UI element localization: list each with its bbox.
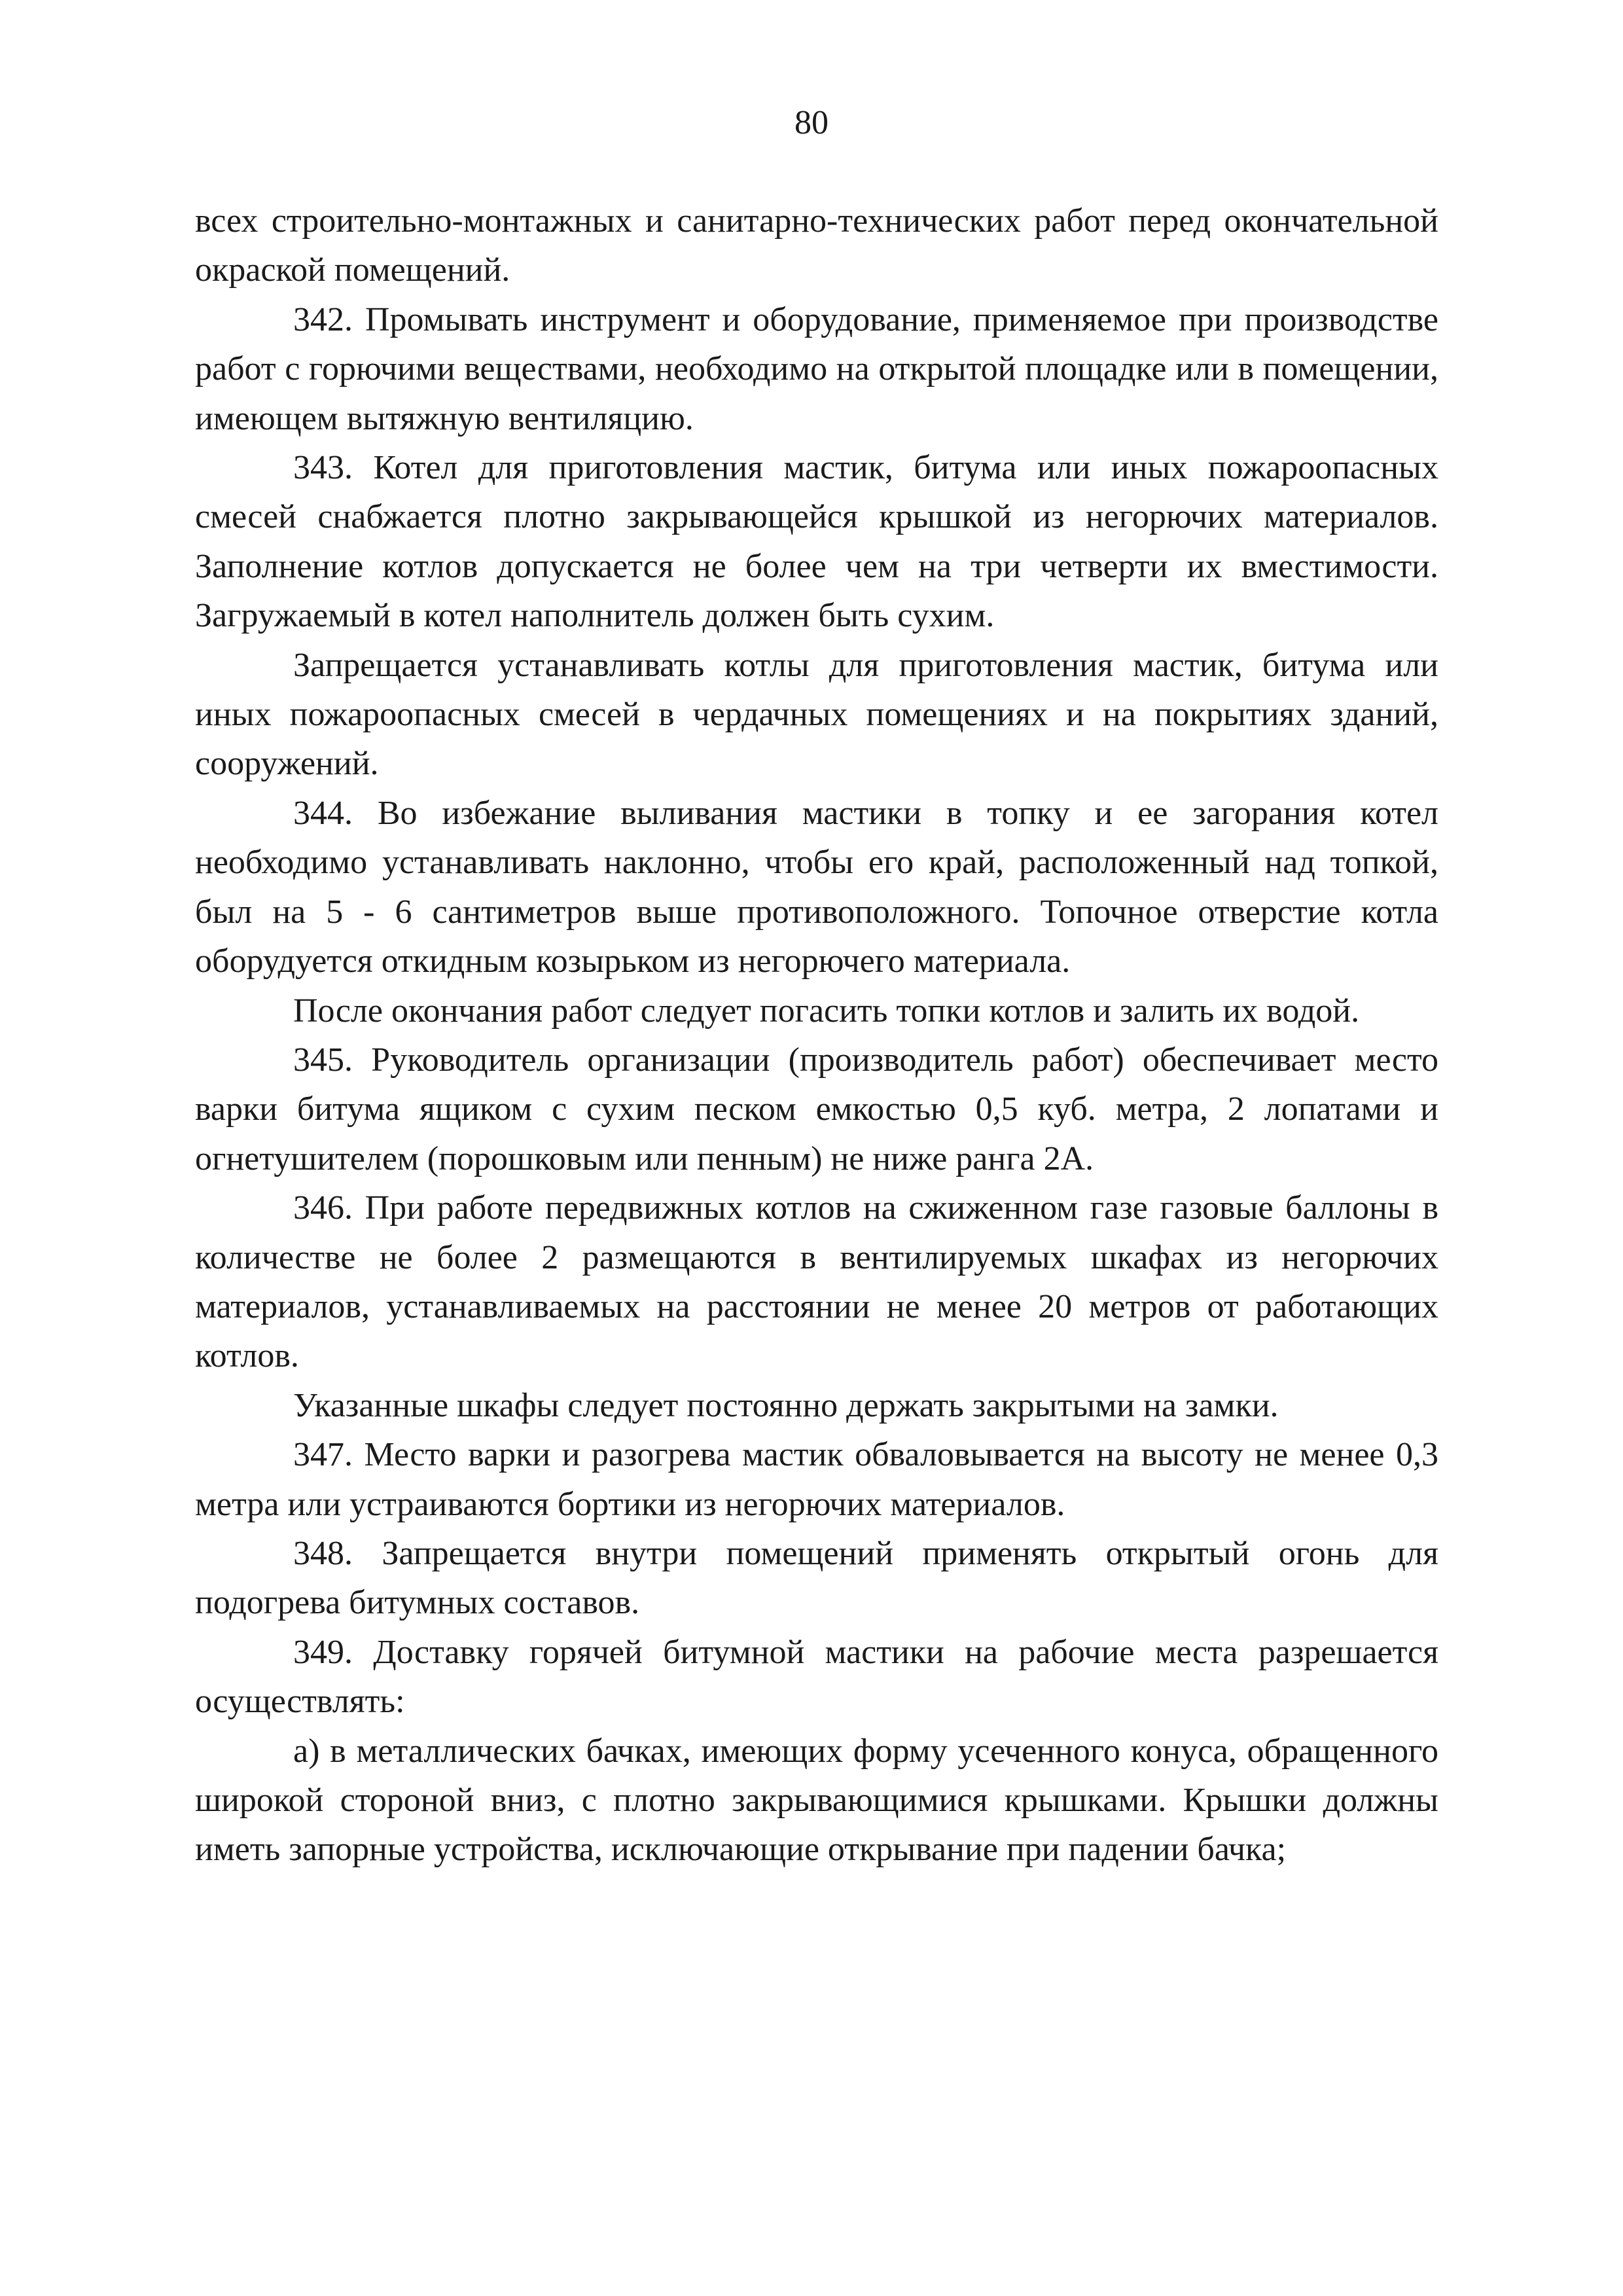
paragraph-346: 346. При работе передвижных котлов на сжиженном газе газовые баллоны в количестве не более 2 размещаются в вентилируемых шкафах из негорючих материалов, устанавливаемых на расстоянии не менее 20 метров от работающих котлов. bbox=[195, 1189, 1438, 1375]
paragraph-346-cabinets: Указанные шкафы следует постоянно держать закрытыми на замки. bbox=[293, 1386, 1279, 1424]
paragraph-349-a: а) в металлических бачках, имеющих форму усеченного конуса, обращенного широкой стороной вниз, с плотно закрывающимися крышками. Крышки должны иметь запорные устройства, исключающие открывание при падении бачка; bbox=[195, 1732, 1438, 1869]
paragraph-348: 348. Запрещается внутри помещений применять открытый огонь для подогрева битумных составов. bbox=[195, 1534, 1438, 1622]
paragraph-345: 345. Руководитель организации (производитель работ) обеспечивает место варки битума ящиком с сухим песком емкостью 0,5 куб. метра, 2 лопатами и огнетушителем (порошковым или пенным) не ниже ранга 2А. bbox=[195, 1041, 1438, 1177]
paragraph-349: 349. Доставку горячей битумной мастики на рабочие места разрешается осуществлять: bbox=[195, 1633, 1438, 1721]
paragraph-continuation: всех строительно-монтажных и санитарно-технических работ перед окончательной окраской помещений. bbox=[195, 202, 1438, 289]
document-body bbox=[195, 196, 1438, 1874]
page-number: 80 bbox=[794, 104, 829, 141]
paragraph-343: 343. Котел для приготовления мастик, битума или иных пожароопасных смесей снабжается плотно закрывающейся крышкой из негорючих материалов. Заполнение котлов допускается не более чем на три четверти их вместимости. Загружаемый в котел наполнитель должен быть сухим. bbox=[195, 449, 1438, 635]
paragraph-343-prohibition: Запрещается устанавливать котлы для приготовления мастик, битума или иных пожароопасных смесей в чердачных помещениях и на покрытиях зданий, сооружений. bbox=[195, 646, 1438, 783]
paragraph-342: 342. Промывать инструмент и оборудование, применяемое при производстве работ с горючими веществами, необходимо на открытой площадке или в помещении, имеющем вытяжную вентиляцию. bbox=[195, 300, 1438, 437]
paragraph-347: 347. Место варки и разогрева мастик обваловывается на высоту не менее 0,3 метра или устраиваются бортики из негорючих материалов. bbox=[195, 1436, 1438, 1523]
paragraph-344: 344. Во избежание выливания мастики в топку и ее загорания котел необходимо устанавливать наклонно, чтобы его край, расположенный над топкой, был на 5 - 6 сантиметров выше противоположного. Топочное отверстие котла оборудуется откидным козырьком из негорючего материала. bbox=[195, 794, 1438, 980]
paragraph-344-after-work: После окончания работ следует погасить топки котлов и залить их водой. bbox=[293, 992, 1360, 1030]
